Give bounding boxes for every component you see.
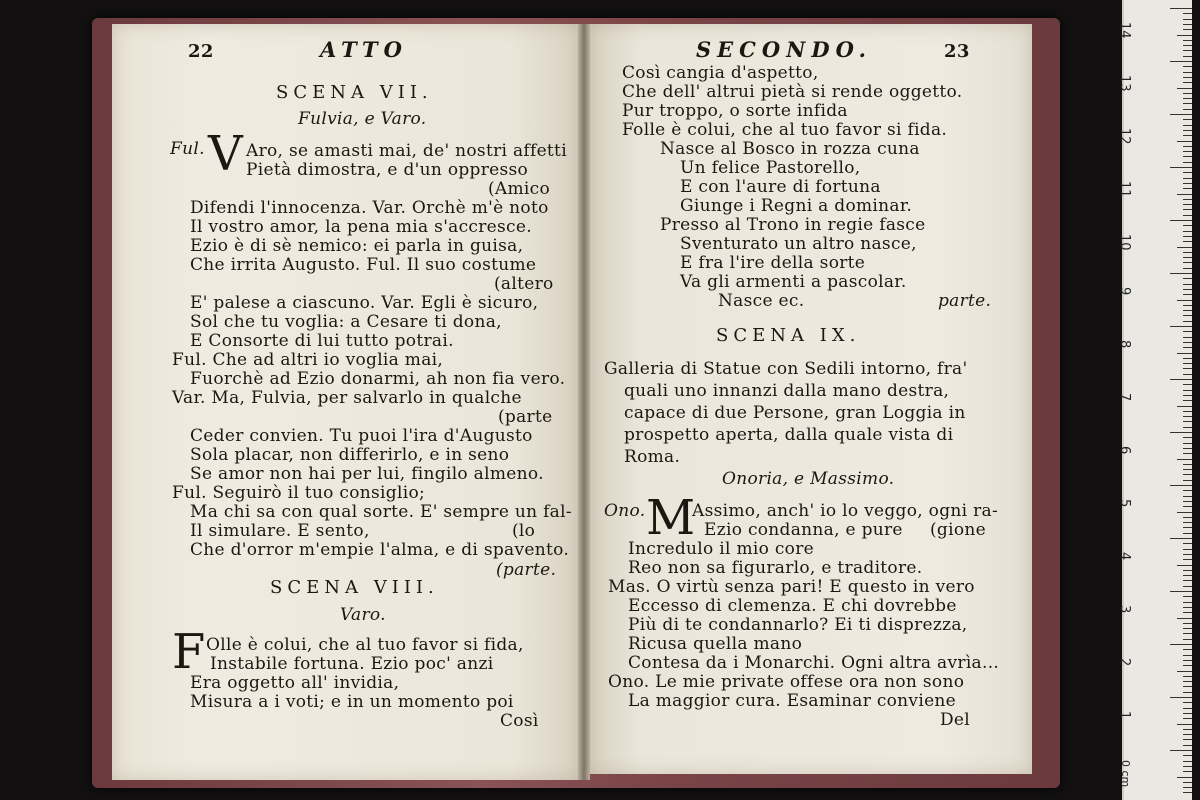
scene-cast: Varo. — [340, 605, 386, 625]
text-line: Che irrita Augusto. Ful. Il suo costume — [190, 255, 537, 275]
ruler-tick — [1170, 273, 1192, 274]
ruler-tick — [1183, 188, 1192, 189]
catchword: Così — [500, 711, 539, 731]
scene-title: SCENA IX. — [716, 325, 861, 346]
ruler-tick — [1183, 98, 1192, 99]
running-head-left: ATTO — [320, 37, 408, 62]
ruler-tick — [1183, 225, 1192, 226]
text-line: Misura a i voti; e in un momento poi — [190, 692, 514, 712]
ruler-tick — [1183, 496, 1192, 497]
text-line: Eccesso di clemenza. E chi dovrebbe — [628, 596, 957, 616]
page-number-left: 22 — [188, 41, 214, 62]
ruler-tick — [1183, 437, 1192, 438]
ruler-number: 7 — [1117, 393, 1132, 402]
text-line: Ceder convien. Tu puoi l'ira d'Augusto — [190, 426, 533, 446]
text-line: Che dell' altrui pietà si rende oggetto. — [622, 82, 963, 102]
ruler-number: 14 — [1117, 22, 1132, 39]
ruler-tick — [1183, 19, 1192, 20]
text-line: (parte — [498, 407, 553, 427]
ruler-tick — [1183, 294, 1192, 295]
ruler-tick — [1183, 411, 1192, 412]
text-line: Reo non sa figurarlo, e traditore. — [628, 558, 923, 578]
ruler-tick — [1183, 77, 1192, 78]
ruler-number: 10 — [1117, 234, 1132, 251]
text-line: Aro, se amasti mai, de' nostri affetti — [246, 141, 567, 161]
text-line: Se amor non hai per lui, fingilo almeno. — [190, 464, 544, 484]
ruler-tick — [1183, 125, 1192, 126]
ruler-tick — [1183, 782, 1192, 783]
measuring-ruler — [1117, 0, 1192, 800]
ruler-tick — [1183, 183, 1192, 184]
text-line: (Amico — [488, 179, 551, 199]
page-number-right: 23 — [944, 41, 970, 62]
ruler-tick — [1183, 130, 1192, 131]
text-line: Ma chi sa con qual sorte. E' sempre un fal- — [190, 502, 572, 522]
ruler-tick — [1183, 321, 1192, 322]
stage-description-line: capace di due Persone, gran Loggia in — [624, 403, 966, 423]
ruler-tick — [1183, 543, 1192, 544]
ruler-tick — [1183, 103, 1192, 104]
text-line: Ful. Che ad altri io voglia mai, — [172, 350, 444, 370]
ruler-number: 12 — [1117, 128, 1132, 145]
ruler-tick — [1183, 527, 1192, 528]
text-line: Ricusa quella mano — [628, 634, 803, 654]
ruler-tick — [1183, 469, 1192, 470]
ruler-number: 3 — [1117, 605, 1132, 614]
ruler-tick — [1183, 358, 1192, 359]
text-line: Più di te condannarlo? Ei ti disprezza, — [628, 615, 968, 635]
ruler-number: 9 — [1117, 287, 1132, 296]
ruler-tick — [1183, 628, 1192, 629]
ruler-tick — [1183, 204, 1192, 205]
ruler-unit-label: 0 cm — [1119, 760, 1132, 788]
ruler-number: 1 — [1117, 711, 1132, 720]
ruler-number: 2 — [1117, 658, 1132, 667]
text-line: Va gli armenti a pascolar. — [680, 272, 907, 292]
stage-description-line: Galleria di Statue con Sedili intorno, fra' — [604, 359, 968, 379]
ruler-number: 8 — [1117, 340, 1132, 349]
drop-cap: F — [172, 624, 206, 680]
ruler-tick — [1183, 580, 1192, 581]
ruler-tick — [1183, 56, 1192, 57]
ruler-tick — [1183, 400, 1192, 401]
ruler-tick — [1183, 771, 1192, 772]
ruler-tick — [1183, 570, 1192, 571]
ruler-tick — [1183, 686, 1192, 687]
ruler-tick — [1177, 565, 1192, 566]
book-gutter — [578, 24, 590, 780]
ruler-tick — [1183, 623, 1192, 624]
ruler-tick — [1183, 135, 1192, 136]
text-line: Pietà dimostra, e d'un oppresso — [246, 160, 529, 180]
ruler-tick — [1183, 480, 1192, 481]
ruler-tick — [1183, 676, 1192, 677]
ruler-tick — [1183, 172, 1192, 173]
ruler-tick — [1183, 24, 1192, 25]
ruler-tick — [1183, 82, 1192, 83]
ruler-tick — [1170, 697, 1192, 698]
scene-title: SCENA VII. — [276, 82, 433, 103]
ruler-tick — [1170, 167, 1192, 168]
ruler-tick — [1183, 395, 1192, 396]
ruler-tick — [1183, 639, 1192, 640]
ruler-tick — [1183, 713, 1192, 714]
ruler-tick — [1183, 575, 1192, 576]
ruler-tick — [1183, 119, 1192, 120]
ruler-tick — [1183, 284, 1192, 285]
ruler-tick — [1183, 257, 1192, 258]
speaker-label: Ful. — [170, 139, 205, 159]
text-line: (gione — [930, 520, 986, 540]
ruler-tick — [1177, 671, 1192, 672]
ruler-tick — [1183, 45, 1192, 46]
ruler-tick — [1183, 363, 1192, 364]
text-line: Incredulo il mio core — [628, 539, 814, 559]
scene-cast: Onoria, e Massimo. — [722, 469, 895, 489]
ruler-tick — [1170, 750, 1192, 751]
ruler-tick — [1183, 692, 1192, 693]
ruler-tick — [1183, 374, 1192, 375]
ruler-tick — [1183, 448, 1192, 449]
stage-direction: (parte. — [496, 560, 557, 580]
text-line: Folle è colui, che al tuo favor si fida. — [622, 120, 948, 140]
text-line: Sventurato un altro nasce, — [680, 234, 917, 254]
ruler-tick — [1183, 501, 1192, 502]
running-head-right: SECONDO. — [696, 37, 872, 62]
ruler-tick — [1183, 453, 1192, 454]
text-line: E con l'aure di fortuna — [680, 177, 881, 197]
ruler-tick — [1177, 618, 1192, 619]
scene-cast: Fulvia, e Varo. — [298, 109, 427, 129]
ruler-tick — [1183, 649, 1192, 650]
ruler-tick — [1183, 236, 1192, 237]
text-line: Così cangia d'aspetto, — [622, 63, 819, 83]
ruler-tick — [1177, 88, 1192, 89]
ruler-number: 6 — [1117, 446, 1132, 455]
ruler-tick — [1183, 199, 1192, 200]
stage-description-line: Roma. — [624, 447, 681, 467]
ruler-tick — [1170, 114, 1192, 115]
text-line: Ful. Seguirò il tuo consiglio; — [172, 483, 426, 503]
ruler-tick — [1177, 724, 1192, 725]
ruler-tick — [1170, 485, 1192, 486]
ruler-tick — [1183, 533, 1192, 534]
text-line: Ezio condanna, e pure — [704, 520, 903, 540]
text-line: Ono. Le mie private offese ora non sono — [608, 672, 965, 692]
ruler-tick — [1177, 406, 1192, 407]
drop-cap: M — [646, 490, 696, 546]
ruler-tick — [1183, 549, 1192, 550]
ruler-tick — [1183, 146, 1192, 147]
ruler-tick — [1177, 353, 1192, 354]
ruler-tick — [1183, 464, 1192, 465]
ruler-tick — [1183, 506, 1192, 507]
ruler-tick — [1183, 602, 1192, 603]
ruler-number: 11 — [1117, 181, 1132, 198]
text-line: La maggior cura. Esaminar conviene — [628, 691, 957, 711]
text-line: Olle è colui, che al tuo favor si fida, — [206, 635, 524, 655]
scene-title: SCENA VIII. — [270, 577, 439, 598]
text-line: Mas. O virtù senza pari! E questo in vero — [608, 577, 975, 597]
text-line: Nasce al Bosco in rozza cuna — [660, 139, 920, 159]
ruler-tick — [1183, 729, 1192, 730]
ruler-tick — [1183, 289, 1192, 290]
ruler-tick — [1183, 178, 1192, 179]
ruler-tick — [1183, 384, 1192, 385]
ruler-tick — [1183, 708, 1192, 709]
text-line: Il simulare. E sento, — [190, 521, 370, 541]
drop-cap: V — [208, 126, 243, 182]
ruler-tick — [1183, 586, 1192, 587]
ruler-tick — [1183, 215, 1192, 216]
ruler-tick — [1183, 209, 1192, 210]
ruler-tick — [1183, 241, 1192, 242]
text-line: Pur troppo, o sorte infida — [622, 101, 848, 121]
ruler-tick — [1183, 390, 1192, 391]
ruler-tick — [1183, 607, 1192, 608]
text-line: E' palese a ciascuno. Var. Egli è sicuro, — [190, 293, 539, 313]
text-line: Assimo, anch' io lo veggo, ogni ra- — [692, 501, 998, 521]
ruler-tick — [1183, 554, 1192, 555]
ruler-tick — [1183, 739, 1192, 740]
ruler-tick — [1183, 655, 1192, 656]
ruler-tick — [1183, 151, 1192, 152]
text-line: Era oggetto all' invidia, — [190, 673, 400, 693]
ruler-tick — [1183, 734, 1192, 735]
ruler-tick — [1183, 347, 1192, 348]
ruler-tick — [1183, 66, 1192, 67]
ruler-tick — [1170, 220, 1192, 221]
text-line: E fra l'ire della sorte — [680, 253, 866, 273]
text-line: Var. Ma, Fulvia, per salvarlo in qualche — [172, 388, 522, 408]
ruler-tick — [1183, 766, 1192, 767]
ruler-tick — [1170, 591, 1192, 592]
ruler-tick — [1183, 761, 1192, 762]
ruler-tick — [1183, 792, 1192, 793]
ruler-tick — [1183, 310, 1192, 311]
text-line: Il vostro amor, la pena mia s'accresce. — [190, 217, 532, 237]
ruler-tick — [1183, 262, 1192, 263]
ruler-tick — [1183, 331, 1192, 332]
text-line: Sola placar, non differirlo, e in seno — [190, 445, 510, 465]
ruler-tick — [1183, 427, 1192, 428]
ruler-tick — [1183, 522, 1192, 523]
ruler-tick — [1183, 162, 1192, 163]
text-line: Nasce ec. — [718, 291, 805, 311]
ruler-tick — [1183, 93, 1192, 94]
text-line: Presso al Trono in regie fasce — [660, 215, 926, 235]
text-line: Contesa da i Monarchi. Ogni altra avrìa... — [628, 653, 1000, 673]
ruler-tick — [1183, 13, 1192, 14]
ruler-tick — [1183, 681, 1192, 682]
catchword: Del — [940, 710, 971, 730]
ruler-tick — [1183, 252, 1192, 253]
ruler-tick — [1183, 755, 1192, 756]
text-line: Giunge i Regni a dominar. — [680, 196, 913, 216]
ruler-tick — [1183, 156, 1192, 157]
text-line: Che d'orror m'empie l'alma, e di spavento. — [190, 540, 570, 560]
text-line: Sol che tu voglia: a Cesare ti dona, — [190, 312, 502, 332]
text-line: Instabile fortuna. Ezio poc' anzi — [210, 654, 494, 674]
ruler-tick — [1170, 644, 1192, 645]
ruler-tick — [1183, 72, 1192, 73]
text-line: Fuorchè ad Ezio donarmi, ah non fia vero. — [190, 369, 566, 389]
ruler-tick — [1183, 787, 1192, 788]
ruler-tick — [1170, 379, 1192, 380]
ruler-tick — [1170, 326, 1192, 327]
ruler-tick — [1183, 109, 1192, 110]
ruler-tick — [1170, 432, 1192, 433]
ruler-tick — [1177, 247, 1192, 248]
ruler-number: 4 — [1117, 552, 1132, 561]
ruler-tick — [1183, 416, 1192, 417]
ruler-tick — [1183, 702, 1192, 703]
ruler-tick — [1177, 777, 1192, 778]
text-line: (lo — [512, 521, 536, 541]
stage-direction: parte. — [938, 291, 992, 311]
ruler-tick — [1177, 194, 1192, 195]
ruler-tick — [1183, 490, 1192, 491]
ruler-tick — [1170, 61, 1192, 62]
ruler-tick — [1183, 559, 1192, 560]
text-line: Ezio è di sè nemico: ei parla in guisa, — [190, 236, 524, 256]
text-line: Difendi l'innocenza. Var. Orchè m'è noto — [190, 198, 549, 218]
ruler-tick — [1177, 35, 1192, 36]
ruler-tick — [1177, 459, 1192, 460]
stage-description-line: prospetto aperta, dalla quale vista di — [624, 425, 954, 445]
ruler-tick — [1183, 612, 1192, 613]
text-line: E Consorte di lui tutto potrai. — [190, 331, 454, 351]
speaker-label: Ono. — [604, 501, 646, 521]
ruler-tick — [1177, 512, 1192, 513]
ruler-tick — [1183, 40, 1192, 41]
ruler-tick — [1183, 745, 1192, 746]
ruler-tick — [1183, 342, 1192, 343]
stage-description-line: quali uno innanzi dalla mano destra, — [624, 381, 950, 401]
text-line: (altero — [494, 274, 554, 294]
ruler-tick — [1183, 50, 1192, 51]
ruler-tick — [1177, 141, 1192, 142]
text-line: Un felice Pastorello, — [680, 158, 861, 178]
ruler-tick — [1183, 718, 1192, 719]
ruler-tick — [1183, 29, 1192, 30]
ruler-number: 13 — [1117, 75, 1132, 92]
ruler-tick — [1183, 633, 1192, 634]
ruler-tick — [1183, 517, 1192, 518]
ruler-tick — [1183, 278, 1192, 279]
ruler-tick — [1183, 596, 1192, 597]
ruler-tick — [1183, 665, 1192, 666]
ruler-tick — [1183, 443, 1192, 444]
ruler-tick — [1183, 421, 1192, 422]
ruler-tick — [1177, 300, 1192, 301]
ruler-number: 5 — [1117, 499, 1132, 508]
ruler-tick — [1183, 474, 1192, 475]
ruler-tick — [1183, 305, 1192, 306]
ruler-tick — [1183, 337, 1192, 338]
ruler-tick — [1170, 8, 1192, 9]
ruler-tick — [1183, 660, 1192, 661]
ruler-tick — [1183, 231, 1192, 232]
ruler-tick — [1183, 315, 1192, 316]
ruler-tick — [1183, 368, 1192, 369]
ruler-tick — [1183, 268, 1192, 269]
ruler-tick — [1170, 538, 1192, 539]
